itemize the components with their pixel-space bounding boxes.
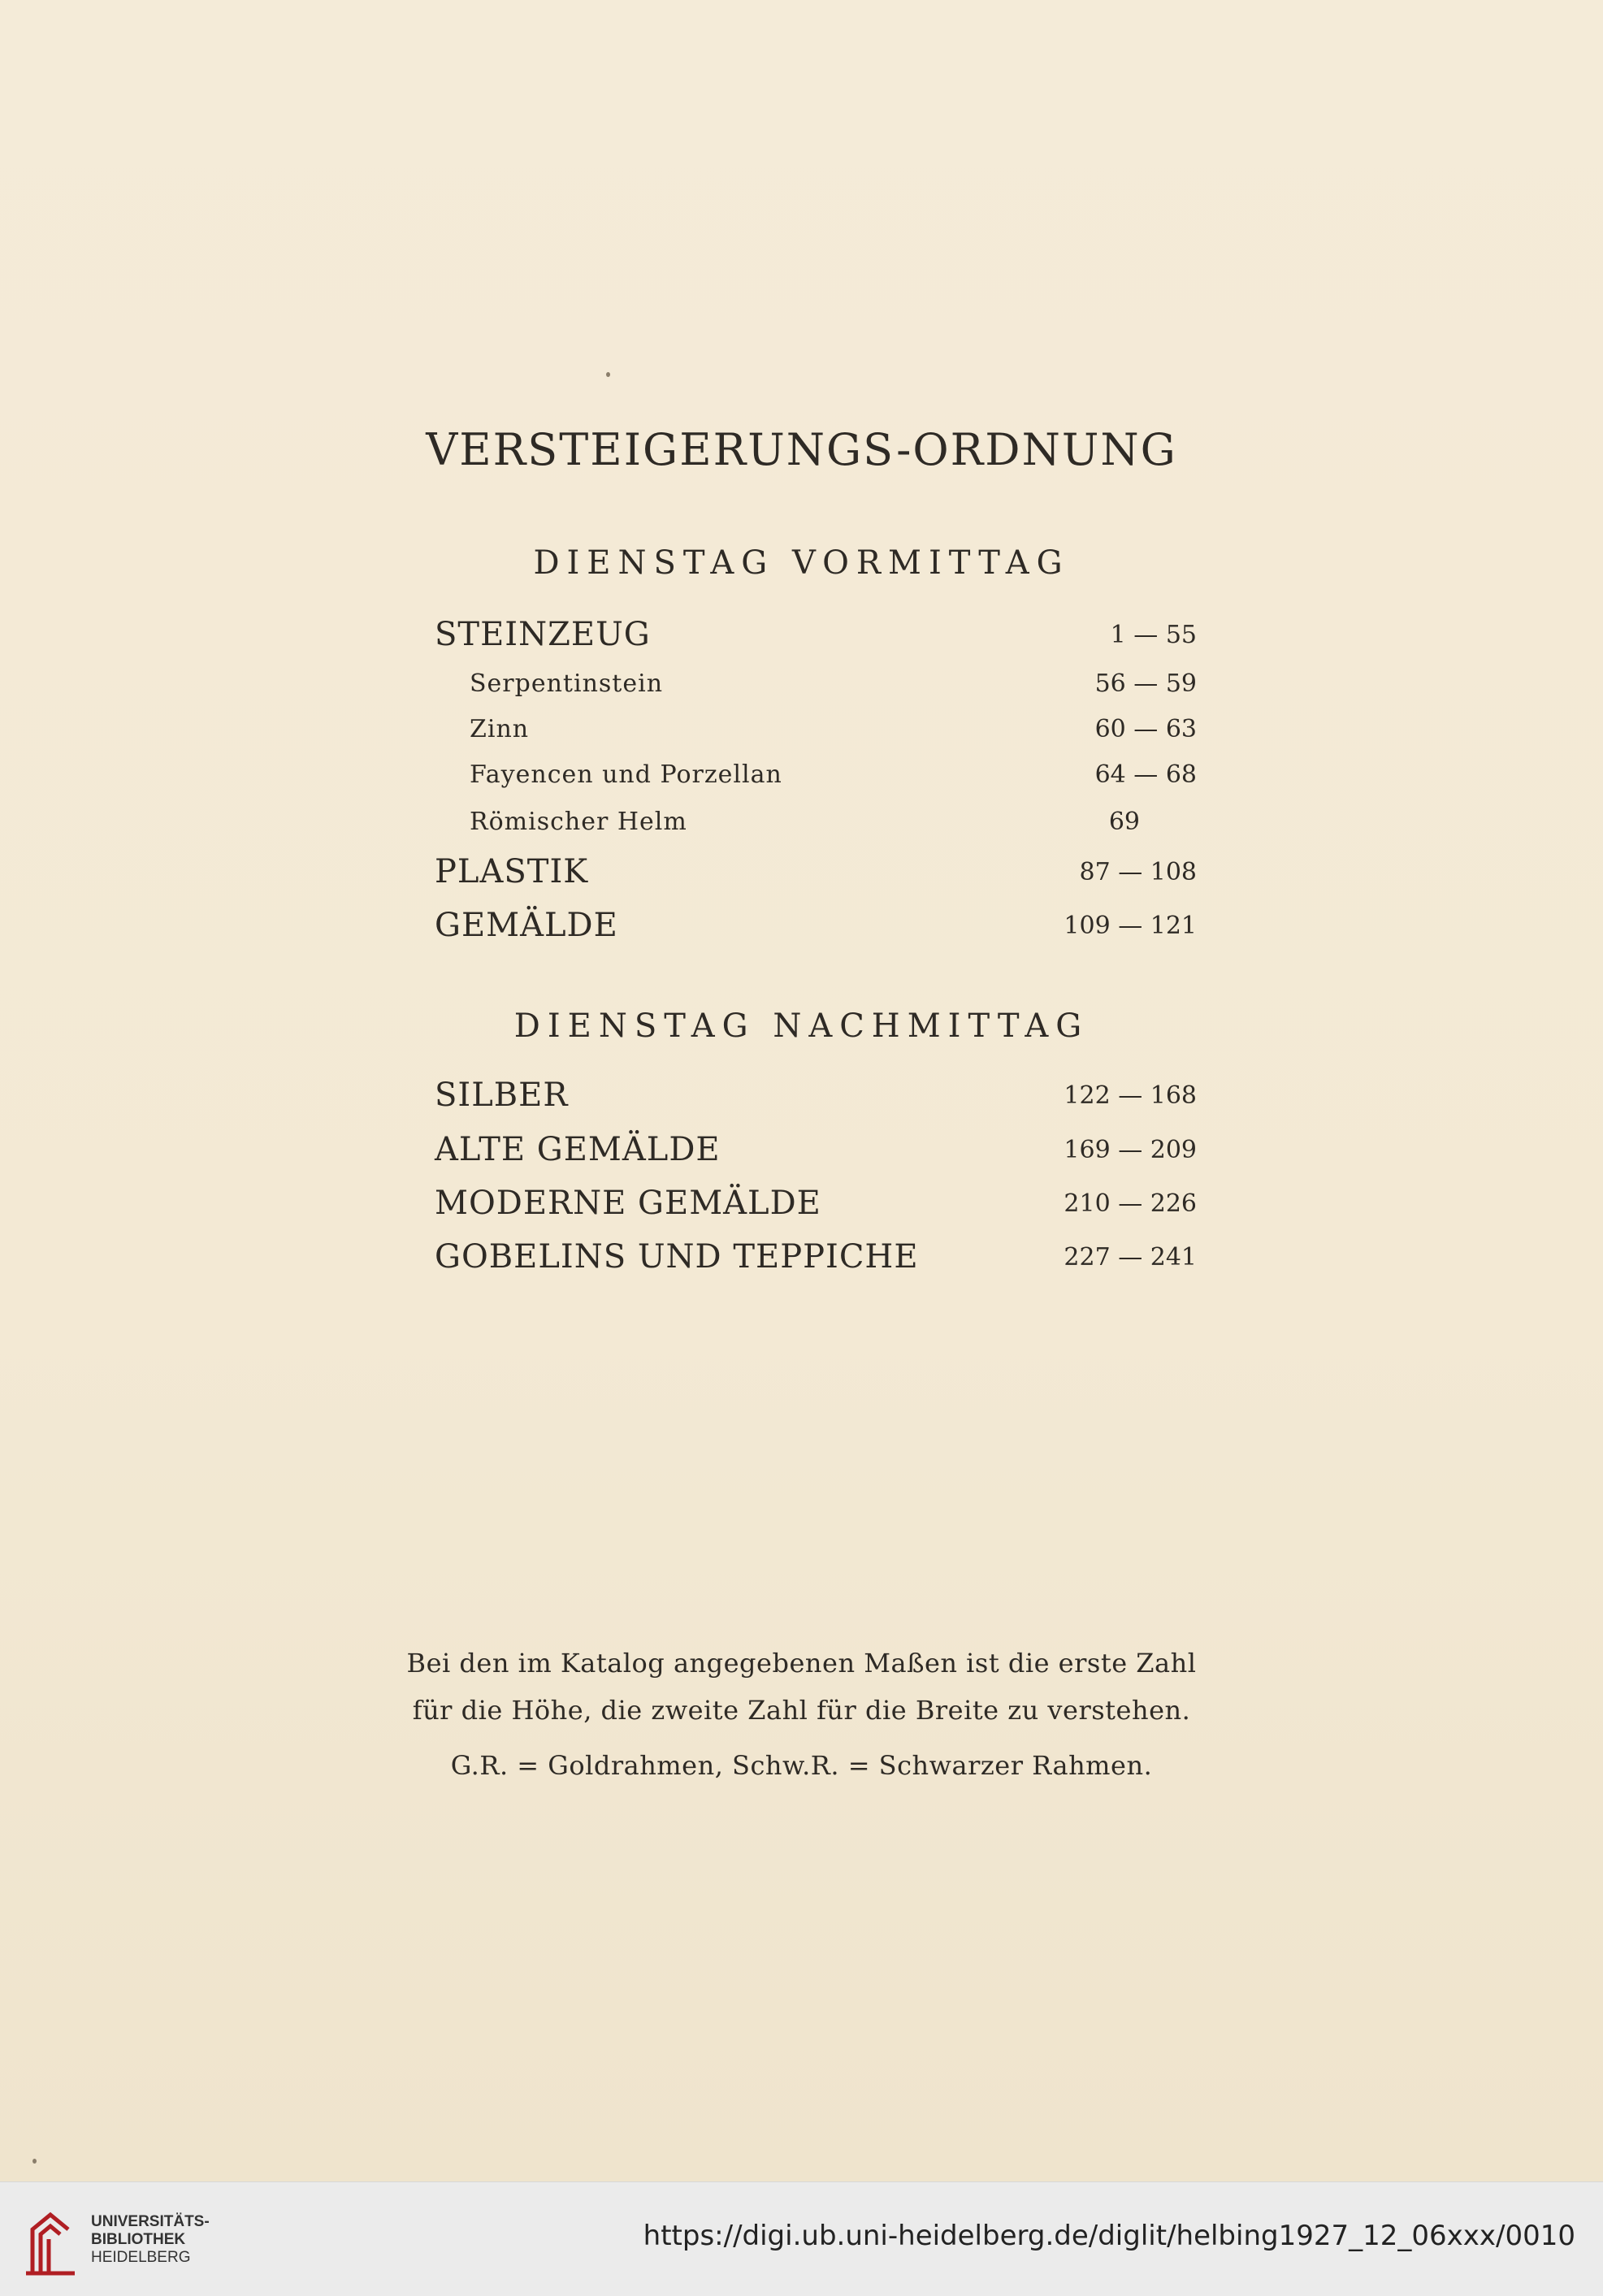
row-category: Serpentinstein [470, 669, 664, 698]
measurement-note-line: Bei den im Katalog angegebenen Maßen ist die erste Zahl [406, 1648, 1197, 1679]
row-category: Fayencen und Porzellan [470, 760, 782, 789]
abbreviation-note-line: G.R. = Goldrahmen, Schw.R. = Schwarzer Rahmen. [450, 1750, 1153, 1781]
row-lot-range: 60 — 63 [1094, 715, 1197, 743]
logo-line: HEIDELBERG [91, 2249, 191, 2266]
auction-row [0, 1185, 1603, 1233]
auction-subrow [0, 803, 1603, 851]
auction-row [0, 907, 1603, 955]
section-heading-vormittag: DIENSTAG VORMITTAG [533, 544, 1070, 582]
row-lot-range: 122 — 168 [1064, 1081, 1197, 1110]
measurement-note-line: für die Höhe, die zweite Zahl für die Breite zu verstehen. [412, 1695, 1191, 1726]
row-lot-range: 56 — 59 [1094, 669, 1197, 698]
row-lot-range: 87 — 108 [1079, 858, 1197, 886]
auction-row [0, 1238, 1603, 1287]
row-category: PLASTIK [435, 853, 589, 890]
permalink-url[interactable]: https://digi.ub.uni-heidelberg.de/diglit/helbing1927_12_06xxx/0010 [643, 2220, 1575, 2252]
row-lot-range: 227 — 241 [1064, 1243, 1197, 1271]
row-lot-range: 169 — 209 [1064, 1136, 1197, 1164]
row-category: ALTE GEMÄLDE [435, 1131, 721, 1168]
row-lot-range: 210 — 226 [1064, 1189, 1197, 1218]
row-lot-range: 1 — 55 [1110, 621, 1197, 649]
paper-speck [32, 2159, 37, 2164]
auction-row [0, 853, 1603, 902]
logo-line: BIBLIOTHEK [91, 2231, 186, 2248]
section-heading-nachmittag: DIENSTAG NACHMITTAG [513, 1007, 1090, 1045]
row-category: STEINZEUG [435, 616, 651, 653]
auction-subrow [0, 756, 1603, 804]
row-category: GOBELINS UND TEPPICHE [435, 1238, 919, 1276]
viewer-footer [0, 2181, 1603, 2296]
auction-subrow [0, 710, 1603, 759]
row-category: Zinn [470, 715, 530, 743]
page-title: VERSTEIGERUNGS-ORDNUNG [426, 424, 1177, 475]
logo-line: UNIVERSITÄTS- [91, 2213, 210, 2230]
auction-row [0, 1131, 1603, 1180]
row-category: SILBER [435, 1077, 569, 1114]
auction-row [0, 616, 1603, 665]
library-logo-icon [21, 2207, 80, 2277]
paper-speck [606, 372, 610, 377]
row-category: Römischer Helm [470, 808, 687, 836]
row-category: GEMÄLDE [435, 907, 618, 944]
library-logo-text [91, 2213, 210, 2267]
row-lot-range: 69 [1108, 808, 1140, 836]
row-lot-range: 109 — 121 [1064, 912, 1197, 940]
row-lot-range: 64 — 68 [1094, 760, 1197, 789]
auction-row [0, 1077, 1603, 1125]
auction-subrow [0, 665, 1603, 713]
row-category: MODERNE GEMÄLDE [435, 1185, 821, 1222]
